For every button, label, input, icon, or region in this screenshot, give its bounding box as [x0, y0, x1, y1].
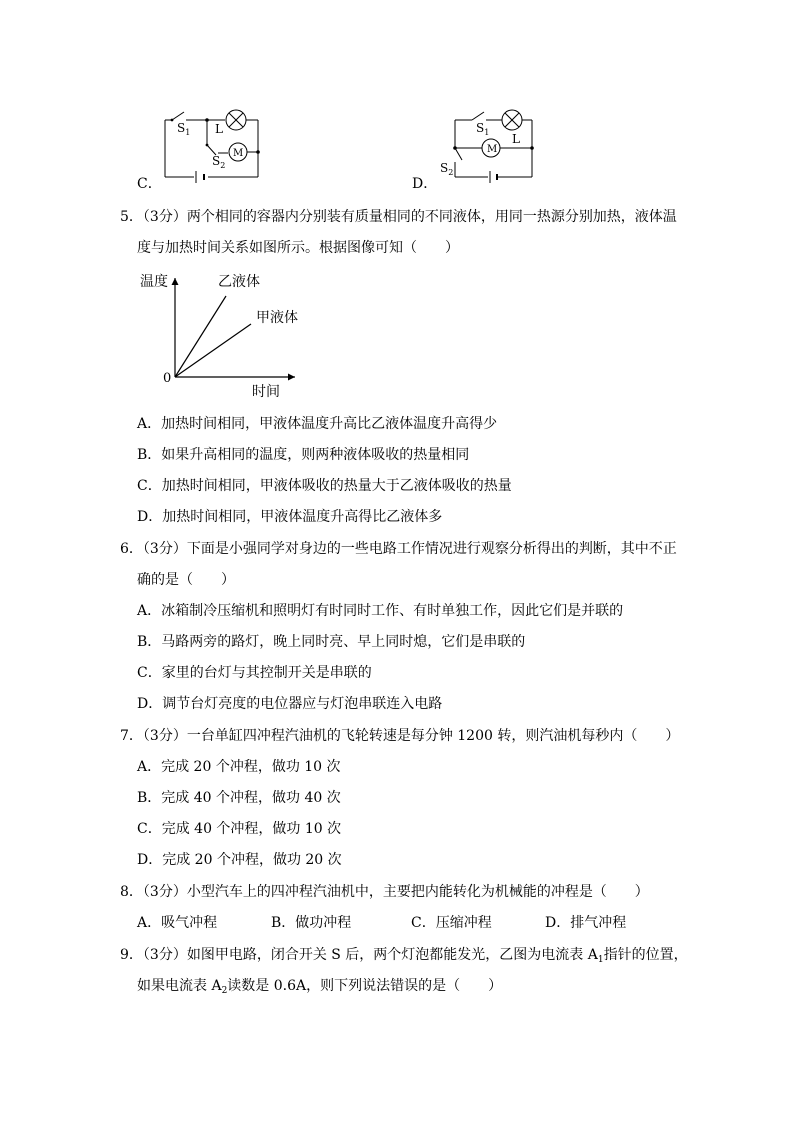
x-axis-label: 时间	[252, 384, 280, 400]
q6-option-d: D．调节台灯亮度的电位器应与灯泡串联连入电路	[137, 696, 443, 712]
y-axis-label: 温度	[140, 274, 168, 290]
switch-s1-label: $S_1$	[177, 121, 191, 137]
q5-option-c: C．加热时间相同，甲液体吸收的热量大于乙液体吸收的热量	[137, 478, 512, 494]
q6-stem-line2: 确的是（ ）	[137, 572, 235, 588]
lamp-label: L	[512, 132, 520, 146]
temperature-time-graph	[130, 268, 330, 403]
circuit-diagram-c	[150, 100, 270, 190]
q8-option-a: A．吸气冲程	[137, 915, 218, 931]
q5-option-d: D．加热时间相同，甲液体温度升高得比乙液体多	[137, 509, 443, 525]
q8-option-b: B．做功冲程	[271, 915, 352, 931]
line-jia-liquid	[175, 324, 251, 377]
q7-option-c: C．完成 40 个冲程，做功 10 次	[137, 821, 342, 837]
switch-s2-label: $S_2$	[440, 161, 454, 177]
lamp-label: L	[215, 122, 223, 136]
q6-stem-line1: 6．（3分）下面是小强同学对身边的一些电路工作情况进行观察分析得出的判断，其中不正	[120, 541, 677, 557]
q6-option-b: B．马路两旁的路灯，晚上同时亮、早上同时熄，它们是串联的	[137, 634, 526, 650]
switch-s1-blade	[472, 112, 484, 120]
q8-stem: 8．（3分）小型汽车上的四冲程汽油机中，主要把内能转化为机械能的冲程是（ ）	[120, 884, 649, 900]
q5-option-a: A．加热时间相同，甲液体温度升高比乙液体温度升高得少	[137, 416, 498, 432]
line-yi-liquid	[175, 296, 226, 377]
origin-label: 0	[163, 371, 172, 386]
line-jia-label: 甲液体	[256, 310, 298, 326]
q6-option-a: A．冰箱制冷压缩机和照明灯有时同时工作、有时单独工作，因此它们是并联的	[137, 603, 624, 619]
line-yi-label: 乙液体	[218, 274, 260, 290]
switch-s1-label: $S_1$	[476, 121, 490, 137]
q5-option-b: B．如果升高相同的温度，则两种液体吸收的热量相同	[137, 447, 470, 463]
q7-option-d: D．完成 20 个冲程，做功 20 次	[137, 852, 342, 868]
q5-stem-line1: 5．（3分）两个相同的容器内分别装有质量相同的不同液体，用同一热源分别加热，液体温	[120, 209, 677, 225]
switch-s2-label: $S_2$	[212, 154, 226, 170]
switch-s2-blade	[455, 148, 462, 160]
q6-option-c: C．家里的台灯与其控制开关是串联的	[137, 665, 372, 681]
q7-option-a: A．完成 20 个冲程，做功 10 次	[137, 759, 341, 775]
q7-option-b: B．完成 40 个冲程，做功 40 次	[137, 790, 341, 806]
q4-option-c-label: C．	[137, 176, 162, 192]
switch-s1-blade	[172, 112, 184, 120]
circuit-diagram-d	[440, 100, 550, 190]
motor-label: M	[487, 144, 498, 155]
q8-option-d: D．排气冲程	[545, 915, 627, 931]
q4-option-d-label: D．	[412, 176, 438, 192]
q5-stem-line2: 度与加热时间关系如图所示。根据图像可知（ ）	[137, 240, 459, 256]
motor-label: M	[233, 148, 244, 159]
q9-stem-line1: 9．（3分）如图甲电路，闭合开关 S 后，两个灯泡都能发光，乙图为电流表 $A_1$指针的位置，	[120, 947, 688, 965]
q9-stem-line2: 如果电流表 $A_2$读数是 0.6A，则下列说法错误的是（ ）	[137, 978, 503, 996]
q7-stem: 7．（3分）一台单缸四冲程汽油机的飞轮转速是每分钟 1200 转，则汽油机每秒内（ ）	[120, 728, 680, 744]
q8-option-c: C．压缩冲程	[411, 915, 492, 931]
